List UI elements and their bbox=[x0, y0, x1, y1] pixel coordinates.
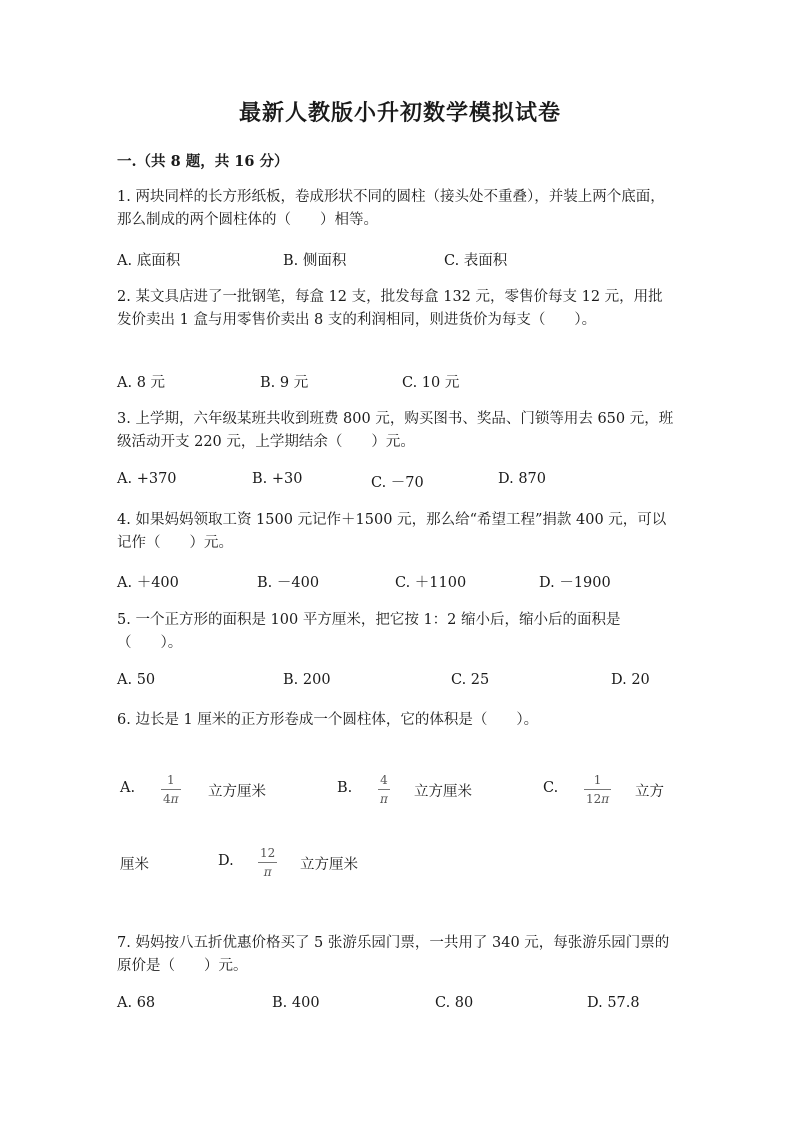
q6-option-b-letter: B. bbox=[337, 780, 353, 796]
q2-option-b: B. 9 元 bbox=[260, 375, 309, 391]
q1-option-b: B. 侧面积 bbox=[283, 253, 347, 269]
q6-option-d-fraction bbox=[258, 846, 277, 879]
q6-option-d-letter: D. bbox=[218, 853, 234, 869]
question-1: 1. 两块同样的长方形纸板，卷成形状不同的圆柱（接头处不重叠），并装上两个底面，那么制成的两个圆柱体的（ ）相等。 bbox=[117, 189, 665, 228]
q6-option-a-unit: 立方厘米 bbox=[208, 784, 266, 800]
q4-option-a: A. ＋400 bbox=[117, 575, 179, 591]
q5-option-b: B. 200 bbox=[283, 672, 331, 688]
q3-option-b: B. +30 bbox=[252, 471, 303, 487]
q7-option-a: A. 68 bbox=[117, 995, 156, 1011]
fraction-denominator-pi: π bbox=[263, 865, 272, 879]
q3-option-a: A. +370 bbox=[117, 471, 177, 487]
question-5: 5. 一个正方形的面积是 100 平方厘米，把它按 1：2 缩小后，缩小后的面积是（ ）。 bbox=[117, 612, 621, 651]
q2-option-c: C. 10 元 bbox=[402, 375, 460, 391]
q4-option-d: D. －1900 bbox=[539, 575, 611, 591]
question-7: 7. 妈妈按八五折优惠价格买了 5 张游乐园门票，一共用了 340 元，每张游乐园门票的原价是（ ）元。 bbox=[117, 935, 670, 974]
q1-option-a: A. 底面积 bbox=[117, 253, 181, 269]
fraction-denominator-pi: π bbox=[601, 792, 610, 806]
q6-option-a-fraction bbox=[161, 773, 181, 806]
question-6: 6. 边长是 1 厘米的正方形卷成一个圆柱体，它的体积是（ ）。 bbox=[117, 712, 539, 728]
q6-option-d-unit: 立方厘米 bbox=[300, 857, 358, 873]
question-2: 2. 某文具店进了一批钢笔，每盒 12 支，批发每盒 132 元，零售价每支 12 元，用批发价卖出 1 盒与用零售价卖出 8 支的利润相同，则进货价为每支（ ）。 bbox=[117, 289, 663, 328]
q5-option-c: C. 25 bbox=[451, 672, 490, 688]
fraction-numerator: 12 bbox=[260, 846, 276, 860]
q6-option-b-unit: 立方厘米 bbox=[414, 784, 472, 800]
q1-option-c: C. 表面积 bbox=[444, 253, 508, 269]
fraction-numerator: 1 bbox=[166, 773, 175, 787]
fraction-numerator: 4 bbox=[380, 773, 388, 787]
fraction-denominator-number: 12 bbox=[586, 792, 602, 806]
question-3: 3. 上学期，六年级某班共收到班费 800 元，购买图书、奖品、门锁等用去 650 元，班级活动开支 220 元，上学期结余（ ）元。 bbox=[117, 411, 674, 450]
fraction-numerator: 1 bbox=[593, 773, 602, 787]
q5-option-d: D. 20 bbox=[611, 672, 650, 688]
q3-option-c: C. －70 bbox=[371, 475, 424, 491]
page-title: 最新人教版小升初数学模拟试卷 bbox=[238, 100, 561, 126]
question-4: 4. 如果妈妈领取工资 1500 元记作＋1500 元，那么给“希望工程”捐款 400 元，可以记作（ ）元。 bbox=[117, 512, 667, 551]
section-heading: 一.（共 8 题，共 16 分） bbox=[117, 153, 289, 170]
q6-option-a-letter: A. bbox=[120, 780, 136, 796]
q7-option-b: B. 400 bbox=[272, 995, 320, 1011]
q5-option-a: A. 50 bbox=[117, 672, 156, 688]
q6-option-c-unit-continued: 厘米 bbox=[120, 857, 149, 873]
fraction-denominator-pi: π bbox=[170, 792, 179, 806]
fraction-denominator-number: 4 bbox=[163, 792, 171, 806]
fraction-denominator-pi: π bbox=[380, 792, 388, 806]
q4-option-c: C. ＋1100 bbox=[395, 575, 467, 591]
q6-option-b-fraction bbox=[378, 773, 390, 806]
q7-option-d: D. 57.8 bbox=[587, 995, 640, 1011]
q7-option-c: C. 80 bbox=[435, 995, 474, 1011]
q6-option-c-letter: C. bbox=[543, 780, 559, 796]
q4-option-b: B. －400 bbox=[257, 575, 320, 591]
q2-option-a: A. 8 元 bbox=[117, 375, 166, 391]
q3-option-d: D. 870 bbox=[498, 471, 547, 487]
q6-option-c-fraction bbox=[584, 773, 611, 806]
q6-option-c-unit: 立方 bbox=[635, 784, 664, 800]
